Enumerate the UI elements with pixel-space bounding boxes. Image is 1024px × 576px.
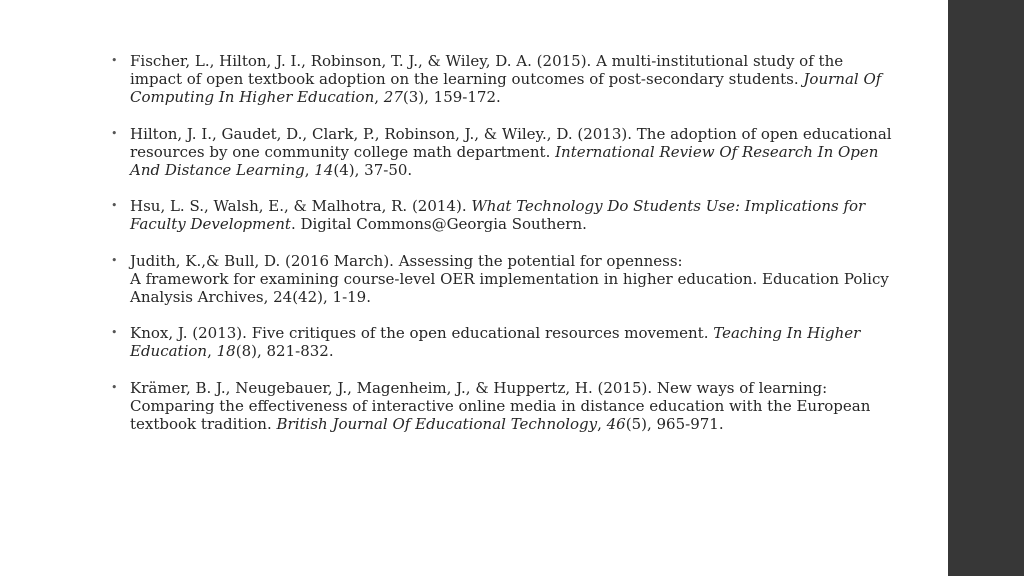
right-sidebar-panel	[948, 0, 1024, 576]
bullet-icon: •	[111, 326, 118, 340]
reference-separator: ,	[597, 415, 607, 434]
reference-text-line2: A framework for examining course-level OER implementation in higher education. Education Policy Analysis Archives, 24(42), 1-19.	[130, 269, 889, 307]
reference-item-kramer	[108, 379, 898, 434]
journal-volume: 27	[383, 88, 403, 107]
reference-item-judith	[108, 252, 898, 307]
reference-text: Hilton, J. I., Gaudet, D., Clark, P., Robinson, J., & Wiley., D. (2013). The adoption of open educational resources by one community college math department.	[130, 124, 892, 161]
bullet-icon: •	[111, 126, 118, 140]
reference-text: Knox, J. (2013). Five critiques of the open educational resources movement.	[130, 324, 714, 343]
reference-issue-pages: (4), 37-50.	[333, 161, 413, 180]
journal-volume: 18	[216, 342, 236, 361]
journal-title: Journal Of Computing In Higher Education	[130, 70, 882, 107]
reference-issue-pages: (8), 821-832.	[235, 342, 334, 361]
reference-issue-pages: (5), 965-971.	[625, 415, 724, 434]
journal-volume: 46	[606, 415, 626, 434]
journal-title: International Review Of Research In Open And Distance Learning	[130, 142, 879, 180]
report-title: What Technology Do Students Use: Implications for Faculty Development	[130, 197, 866, 234]
reference-item-knox	[108, 324, 898, 360]
reference-text-line1: Judith, K.,& Bull, D. (2016 March). Assessing the potential for openness:	[130, 251, 683, 270]
reference-list	[108, 52, 898, 451]
reference-publisher: . Digital Commons@Georgia Southern.	[290, 215, 587, 234]
bullet-icon: •	[111, 54, 118, 67]
reference-separator: ,	[304, 161, 315, 180]
reference-separator: ,	[207, 342, 217, 361]
bullet-icon: •	[111, 380, 118, 394]
reference-separator: ,	[374, 88, 384, 107]
reference-text: Krämer, B. J., Neugebauer, J., Magenheim, J., & Huppertz, H. (2015). New ways of learning: Comparing the effectiveness of interactive online media in distance education with the European textbook tradition.	[130, 378, 871, 434]
reference-item-hsu	[108, 197, 898, 233]
journal-title: Teaching In Higher Education	[130, 324, 861, 361]
reference-issue-pages: (3), 159-172.	[402, 88, 501, 107]
reference-item-fischer	[108, 52, 898, 107]
journal-title: British Journal Of Educational Technology	[276, 415, 598, 434]
reference-item-hilton	[108, 125, 898, 180]
journal-volume: 14	[314, 161, 334, 180]
reference-text: Fischer, L., Hilton, J. I., Robinson, T. J., & Wiley, D. A. (2015). A multi-institutional study of the impact of open textbook adoption on the learning outcomes of post-secondary students.	[130, 52, 844, 89]
bullet-icon: •	[111, 199, 118, 213]
bullet-icon: •	[111, 253, 118, 267]
reference-text: Hsu, L. S., Walsh, E., & Malhotra, R. (2014).	[130, 197, 472, 216]
